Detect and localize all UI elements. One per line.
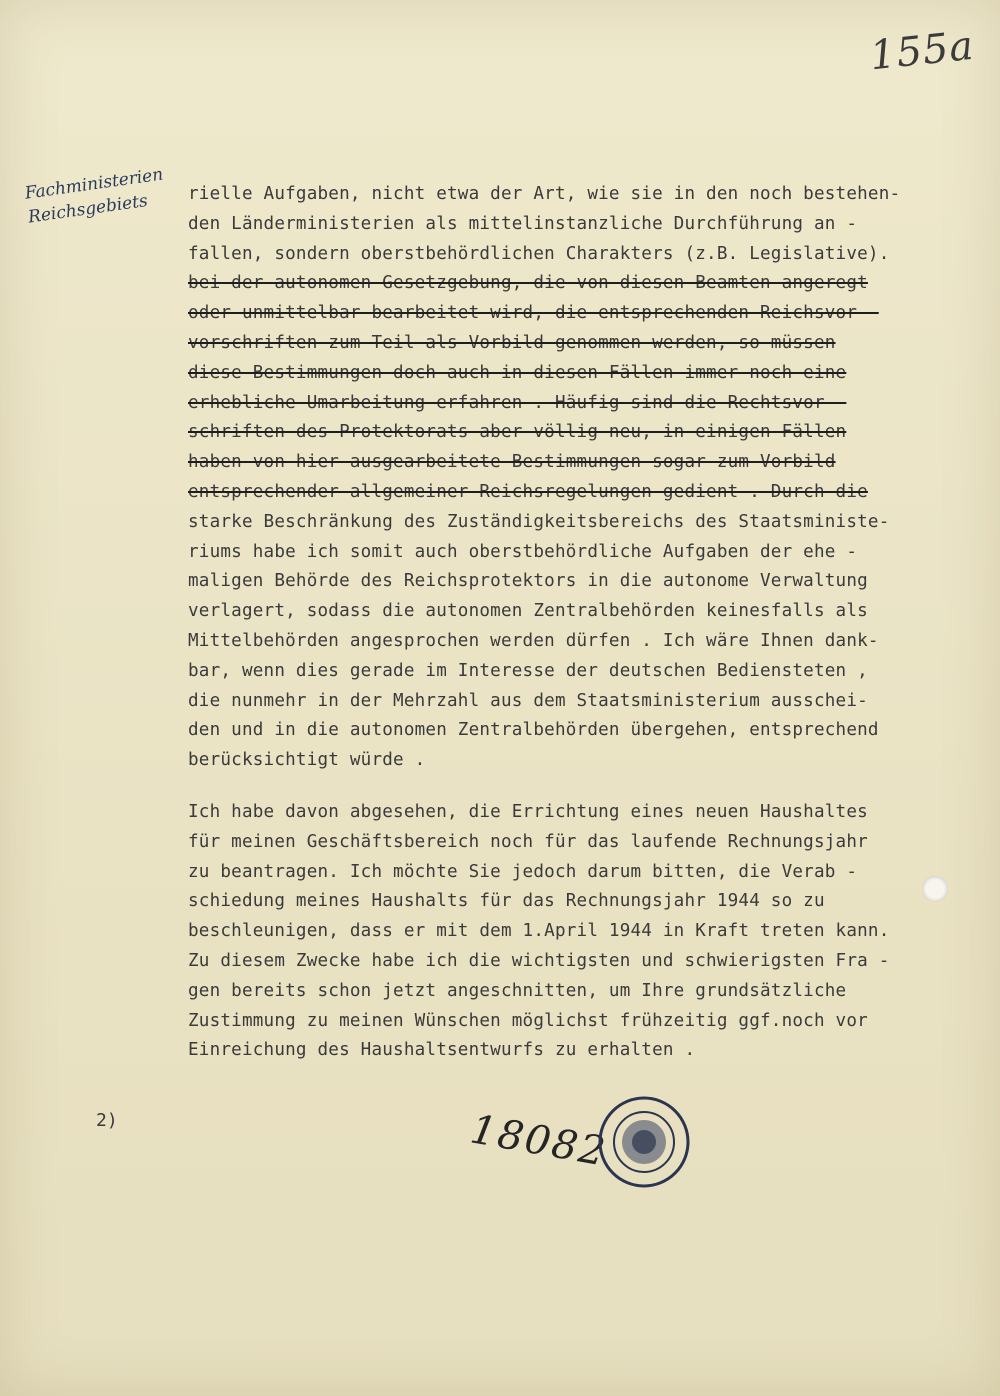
archive-stamp: [594, 1092, 694, 1192]
text-line: Ich habe davon abgesehen, die Errichtung eines neuen Haushaltes: [188, 801, 868, 822]
text-line: gen bereits schon jetzt angeschnitten, um Ihre grundsätzliche: [188, 980, 847, 1001]
text-line: für meinen Geschäftsbereich noch für das laufende Rechnungsjahr: [188, 831, 868, 852]
text-line: Einreichung des Haushaltsentwurfs zu erhalten .: [188, 1040, 696, 1061]
text-line: fallen, sondern oberstbehördlichen Charakters (z.B. Legislative).: [188, 243, 890, 264]
punch-hole-right: [922, 876, 948, 902]
text-line: beschleunigen, dass er mit dem 1.April 1944 in Kraft treten kann.: [188, 921, 890, 942]
text-line: Zustimmung zu meinen Wünschen möglichst frühzeitig ggf.noch vor: [188, 1010, 868, 1031]
text-line: berücksichtigt würde .: [188, 750, 426, 771]
text-line: Mittelbehörden angesprochen werden dürfen . Ich wäre Ihnen dank-: [188, 630, 879, 651]
text-line: erhebliche Umarbeitung erfahren . Häufig sind die Rechtsvor -: [188, 392, 847, 413]
text-line: riums habe ich somit auch oberstbehördliche Aufgaben der ehe -: [188, 541, 858, 562]
text-line: schiedung meines Haushalts für das Rechnungsjahr 1944 so zu: [188, 891, 825, 912]
text-line: vorschriften zum Teil als Vorbild genommen werden, so müssen: [188, 332, 836, 353]
text-line: starke Beschränkung des Zuständigkeitsbereichs des Staatsministe-: [188, 511, 890, 532]
text-line: maligen Behörde des Reichsprotektors in die autonome Verwaltung: [188, 571, 868, 592]
text-line: haben von hier ausgearbeitete Bestimmungen sogar zum Vorbild: [188, 452, 836, 473]
text-line: bei der autonomen Gesetzgebung, die von diesen Beamten angeregt: [188, 273, 868, 294]
text-line: den und in die autonomen Zentralbehörden übergehen, entsprechend: [188, 720, 879, 741]
footnote-marker: 2): [96, 1110, 118, 1131]
text-line: rielle Aufgaben, nicht etwa der Art, wie sie in den noch bestehen-: [188, 184, 901, 204]
text-line: die nunmehr in der Mehrzahl aus dem Staatsministerium ausschei-: [188, 690, 868, 711]
text-line: verlagert, sodass die autonomen Zentralbehörden keinesfalls als: [188, 601, 868, 622]
text-line: diese Bestimmungen doch auch in diesen Fällen immer noch eine: [188, 362, 847, 383]
margin-note: Fachministerien Reichsgebiets: [23, 164, 165, 228]
body-text: [188, 180, 978, 1066]
text-line: bar, wenn dies gerade im Interesse der deutschen Bediensteten ,: [188, 660, 868, 681]
paragraph-2: [188, 798, 978, 1066]
text-line: zu beantragen. Ich möchte Sie jedoch darum bitten, die Verab -: [188, 861, 858, 882]
handwritten-file-number: 18082: [467, 1106, 611, 1176]
text-line: Zu diesem Zwecke habe ich die wichtigsten und schwierigsten Fra -: [188, 950, 890, 971]
paragraph-1: [188, 180, 978, 776]
page-number-handwritten: 155a: [867, 22, 977, 80]
text-line: schriften des Protektorats aber völlig neu, in einigen Fällen: [188, 422, 847, 443]
text-line: den Länderministerien als mittelinstanzliche Durchführung an -: [188, 213, 858, 234]
text-line: entsprechender allgemeiner Reichsregelungen gedient . Durch die: [188, 481, 868, 502]
text-line: oder unmittelbar bearbeitet wird, die entsprechenden Reichsvor -: [188, 303, 879, 324]
